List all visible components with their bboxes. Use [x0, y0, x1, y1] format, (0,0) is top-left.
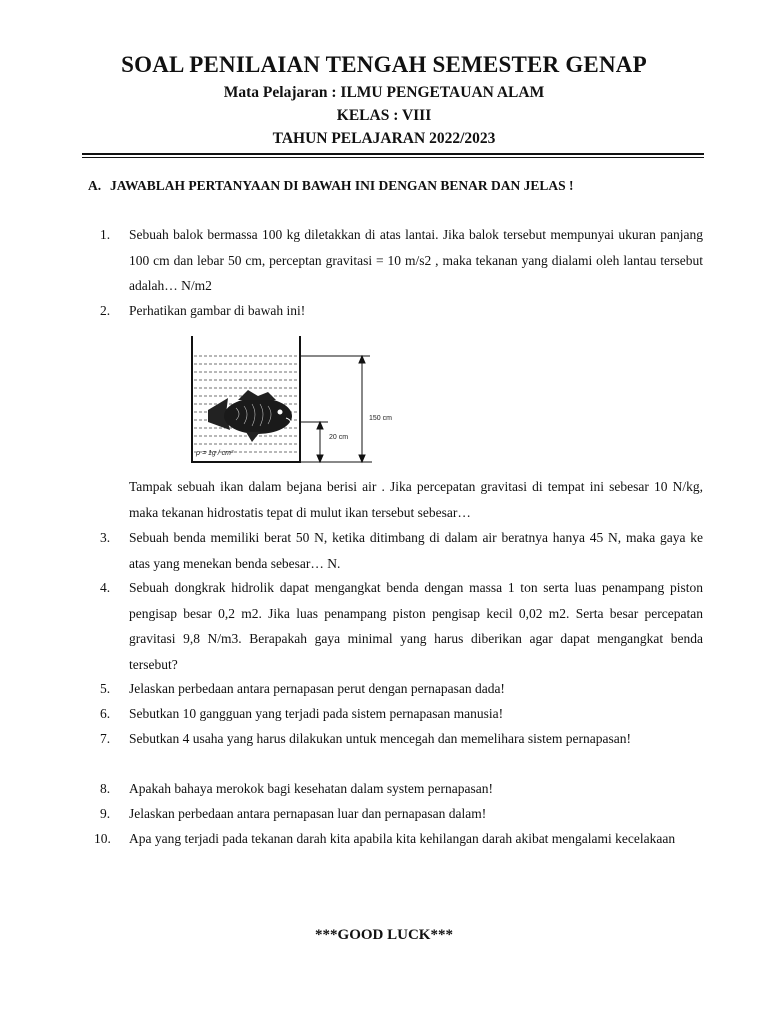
page-title: SOAL PENILAIAN TENGAH SEMESTER GENAP: [121, 52, 647, 77]
section-letter: A.: [88, 178, 102, 193]
question-10: [94, 826, 703, 852]
measurement-lines: [300, 356, 372, 462]
question-number: 4.: [100, 580, 111, 595]
question-number: 3.: [100, 530, 111, 545]
class-line: KELAS : VIII: [336, 107, 432, 124]
fish-icon: [208, 390, 292, 442]
section-text: JAWABLAH PERTANYAAN DI BAWAH INI DENGAN BENAR DAN JELAS !: [110, 178, 574, 193]
question-4: [100, 575, 703, 677]
section-heading: [88, 178, 573, 194]
question-number: 7.: [100, 731, 111, 746]
height-fish-label: 20 cm: [329, 434, 349, 441]
footer-good-luck: ***GOOD LUCK***: [315, 927, 453, 943]
height-total-label: 150 cm: [369, 415, 392, 422]
question-number: 2.: [100, 303, 111, 318]
question-text: Sebuah balok bermassa 100 kg diletakkan di atas lantai. Jika balok tersebut mempunyai ukuran panjang 100 cm dan lebar 50 cm, perceptan gravitasi = 10 m/s2 , maka tekanan yang dialami oleh lantau tersebut adalah… N/m2: [129, 227, 703, 293]
question-6: [100, 701, 703, 727]
question-text: Sebuah dongkrak hidrolik dapat mengangkat benda dengan massa 1 ton serta luas penampang piston pengisap besar 0,2 m2. Jika luas penampang piston pengisap kecil 0,02 m2. Serta besar percepatan gravitasi 9,8 N/m3. Berapakah gaya minimal yang harus diberikan agar dapat mengangkat benda tersebut?: [129, 580, 703, 672]
question-text: Sebuah benda memiliki berat 50 N, ketika ditimbang di dalam air beratnya hanya 45 N, maka gaya ke atas yang menekan benda sebesar… N.: [129, 530, 703, 571]
question-1: [100, 222, 703, 299]
header-rule-thin: [82, 157, 704, 158]
question-text: Jelaskan perbedaan antara pernapasan perut dengan pernapasan dada!: [129, 681, 505, 696]
header-rule-thick: [82, 153, 704, 155]
year-line: TAHUN PELAJARAN 2022/2023: [272, 130, 496, 147]
question-number: 10.: [94, 831, 111, 846]
question-text: Apakah bahaya merokok bagi kesehatan dalam system pernapasan!: [129, 781, 493, 796]
subject-line: Mata Pelajaran : ILMU PENGETAUAN ALAM: [223, 84, 545, 101]
question-text: Tampak sebuah ikan dalam bejana berisi air . Jika percepatan gravitasi di tempat ini sebesar 10 N/kg, maka tekanan hidrostatis tepat di mulut ikan tersebut sebesar…: [129, 479, 703, 520]
question-8: [100, 776, 703, 802]
question-number: 8.: [100, 781, 111, 796]
question-number: 6.: [100, 706, 111, 721]
fish-tank-figure: [186, 334, 406, 470]
question-text: Sebutkan 10 gangguan yang terjadi pada sistem pernapasan manusia!: [129, 706, 504, 721]
question-7: [100, 726, 703, 752]
question-2-followup: [100, 474, 703, 525]
question-5: [100, 676, 703, 702]
question-number: 5.: [100, 681, 111, 696]
question-2: [100, 298, 703, 324]
question-number: 1.: [100, 227, 111, 242]
density-label: ρ = 1g / cm³: [196, 450, 234, 457]
question-text: Sebutkan 4 usaha yang harus dilakukan untuk mencegah dan memelihara sistem pernapasan!: [129, 731, 631, 746]
question-number: 9.: [100, 806, 111, 821]
question-9: [100, 801, 703, 827]
question-3: [100, 525, 703, 576]
question-text: Perhatikan gambar di bawah ini!: [129, 303, 306, 318]
question-text: Jelaskan perbedaan antara pernapasan luar dan pernapasan dalam!: [129, 806, 487, 821]
question-text: Apa yang terjadi pada tekanan darah kita apabila kita kehilangan darah akibat mengalami kecelakaan: [129, 831, 676, 846]
